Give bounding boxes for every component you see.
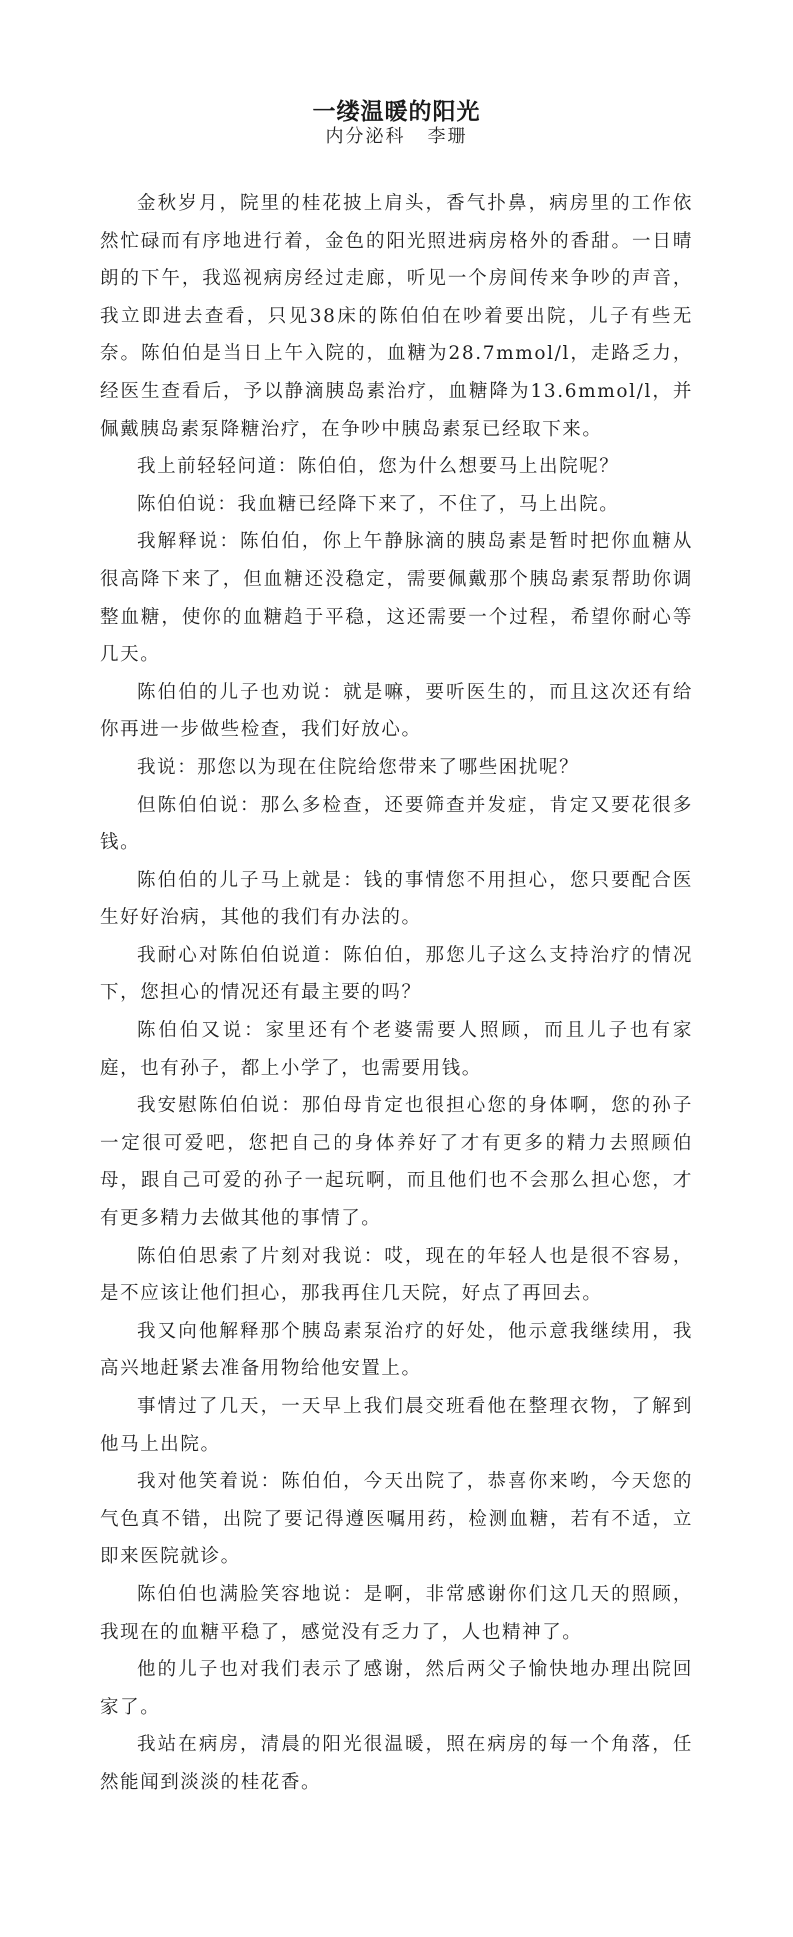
paragraph: 我站在病房，清晨的阳光很温暖，照在病房的每一个角落，任然能闻到淡淡的桂花香。 xyxy=(100,1734,693,1793)
paragraph: 但陈伯伯说：那么多检查，还要筛查并发症，肯定又要花很多钱。 xyxy=(100,794,693,854)
paragraph: 陈伯伯也满脸笑容地说：是啊，非常感谢你们这几天的照顾，我现在的血糖平稳了，感觉没有乏力了，人也精神了。 xyxy=(100,1583,693,1643)
paragraph: 金秋岁月，院里的桂花披上肩头，香气扑鼻，病房里的工作依然忙碌而有序地进行着，金色的阳光照进病房格外的香甜。一日晴朗的下午，我巡视病房经过走廊，听见一个房间传来争吵的声音，我立即进去查看，只见38床的陈伯伯在吵着要出院，儿子有些无奈。陈伯伯是当日上午入院的，血糖为28.7mmol/l，走路乏力，经医生查看后，予以静滴胰岛素治疗，血糖降为13.6mmol/l，并佩戴胰岛素泵降糖治疗，在争吵中胰岛素泵已经取下来。 xyxy=(100,193,693,440)
byline xyxy=(0,122,793,148)
paragraph: 陈伯伯的儿子也劝说：就是嘛，要听医生的，而且这次还有给你再进一步做些检查，我们好放心。 xyxy=(100,681,693,741)
paragraph: 我耐心对陈伯伯说道：陈伯伯，那您儿子这么支持治疗的情况下，您担心的情况还有最主要的吗？ xyxy=(100,944,693,1004)
article-body xyxy=(100,185,693,1802)
author-name: 李珊 xyxy=(427,126,468,147)
paragraph: 陈伯伯思索了片刻对我说：哎，现在的年轻人也是很不容易，是不应该让他们担心，那我再住几天院，好点了再回去。 xyxy=(100,1245,693,1305)
paragraph: 我对他笑着说：陈伯伯，今天出院了，恭喜你来哟，今天您的气色真不错，出院了要记得遵医嘱用药，检测血糖，若有不适，立即来医院就诊。 xyxy=(100,1471,693,1568)
paragraph: 我上前轻轻问道：陈伯伯，您为什么想要马上出院呢？ xyxy=(137,456,620,478)
paragraph: 我解释说：陈伯伯，你上午静脉滴的胰岛素是暂时把你血糖从很高降下来了，但血糖还没稳定，需要佩戴那个胰岛素泵帮助你调整血糖，使你的血糖趋于平稳，这还需要一个过程，希望你耐心等几天。 xyxy=(100,531,693,666)
paragraph: 陈伯伯又说：家里还有个老婆需要人照顾，而且儿子也有家庭，也有孙子，都上小学了，也需要用钱。 xyxy=(100,1020,693,1079)
paragraph: 事情过了几天，一天早上我们晨交班看他在整理衣物，了解到他马上出院。 xyxy=(100,1396,693,1455)
paragraph: 陈伯伯说：我血糖已经降下来了，不住了，马上出院。 xyxy=(137,493,620,515)
paragraph: 我安慰陈伯伯说：那伯母肯定也很担心您的身体啊，您的孙子一定很可爱吧，您把自己的身体养好了才有更多的精力去照顾伯母，跟自己可爱的孙子一起玩啊，而且他们也不会那么担心您，才有更多精力去做其他的事情了。 xyxy=(100,1095,693,1230)
author-department: 内分泌科 xyxy=(325,126,406,147)
paragraph: 陈伯伯的儿子马上就是：钱的事情您不用担心，您只要配合医生好好治病，其他的我们有办法的。 xyxy=(100,869,693,929)
paragraph: 他的儿子也对我们表示了感谢，然后两父子愉快地办理出院回家了。 xyxy=(100,1659,693,1718)
paragraph: 我说：那您以为现在住院给您带来了哪些困扰呢？ xyxy=(137,756,580,778)
article-title: 一缕温暖的阳光 xyxy=(312,99,481,126)
paragraph: 我又向他解释那个胰岛素泵治疗的好处，他示意我继续用，我高兴地赶紧去准备用物给他安置上。 xyxy=(100,1320,693,1380)
